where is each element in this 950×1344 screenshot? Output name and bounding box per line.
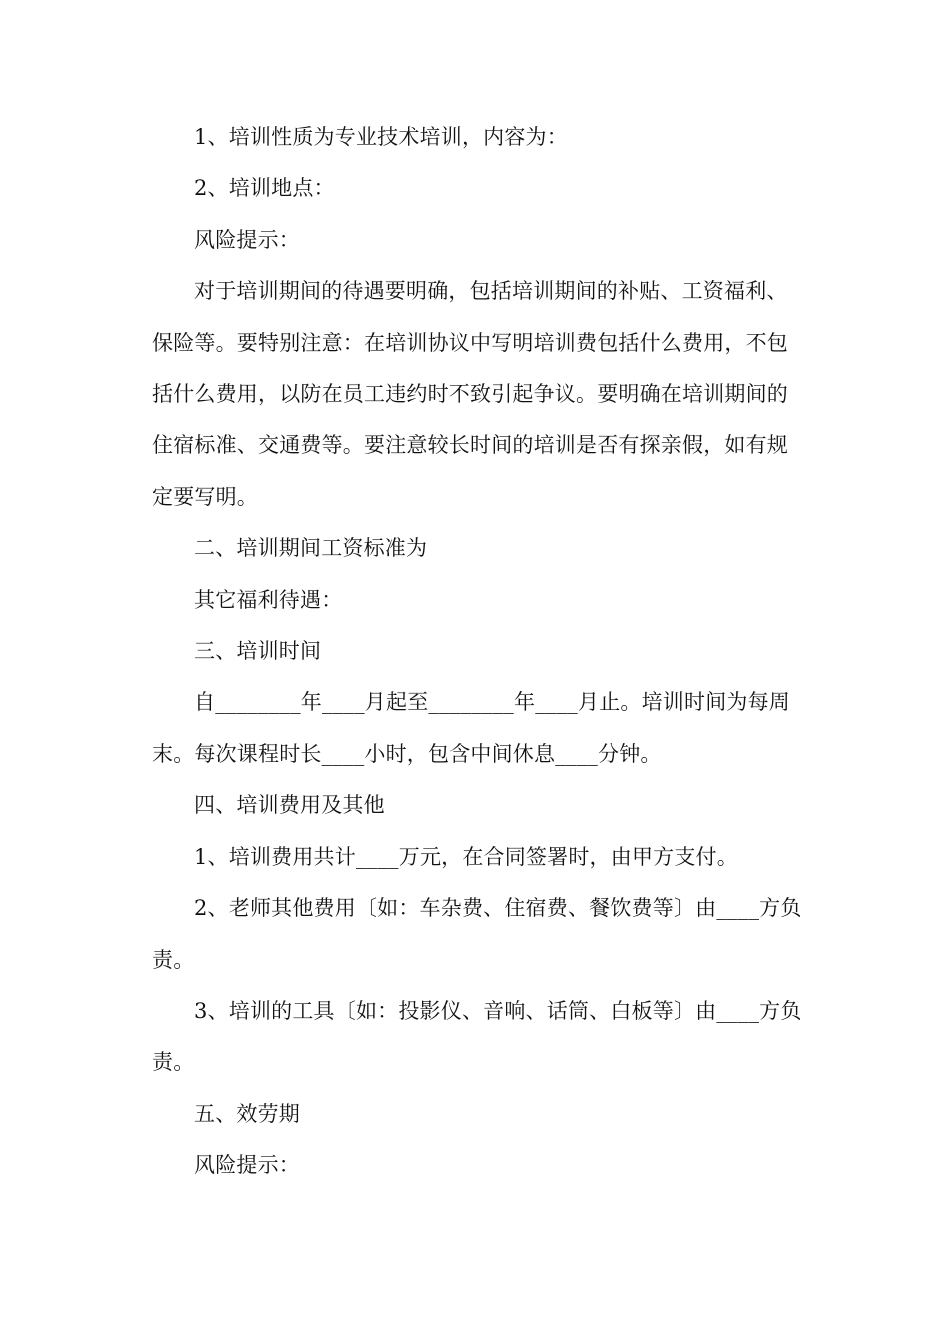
- paragraph-section-three-heading: 三、培训时间: [194, 639, 322, 664]
- paragraph-section-four-heading: 四、培训费用及其他: [194, 793, 385, 818]
- document-body: [152, 112, 802, 1192]
- paragraph-other-benefits: 其它福利待遇：: [194, 587, 343, 612]
- paragraph-section-five-heading: 五、效劳期: [194, 1101, 300, 1126]
- paragraph-risk-notice: 风险提示：: [194, 227, 300, 252]
- paragraph-training-location: 2、培训地点：: [194, 176, 335, 201]
- paragraph-training-nature: 1、培训性质为专业技术培训，内容为：: [194, 125, 568, 149]
- paragraph-section-two-heading: 二、培训期间工资标准为: [194, 536, 428, 561]
- paragraph-training-tools: 3、培训的工具〔如：投影仪、音响、话筒、白板等〕由____方负责。: [152, 998, 802, 1075]
- paragraph-training-time: 自________年____月起至________年____月止。培训时间为每周末。每次课程时长____小时，包含中间休息____分钟。: [152, 690, 790, 766]
- paragraph-training-benefits-note: 对于培训期间的待遇要明确，包括培训期间的补贴、工资福利、保险等。要特别注意：在培训协议中写明培训费包括什么费用，不包括什么费用，以防在员工违约时不致引起争议。要明确在培训期间的住宿标准、交通费等。要注意较长时间的培训是否有探亲假，如有规定要写明。: [152, 279, 788, 509]
- paragraph-training-fee-total: 1、培训费用共计____万元，在合同签署时，由甲方支付。: [194, 844, 738, 869]
- paragraph-risk-notice-two: 风险提示：: [194, 1153, 300, 1178]
- paragraph-teacher-expenses: 2、老师其他费用〔如：车杂费、住宿费、餐饮费等〕由____方负责。: [152, 896, 802, 972]
